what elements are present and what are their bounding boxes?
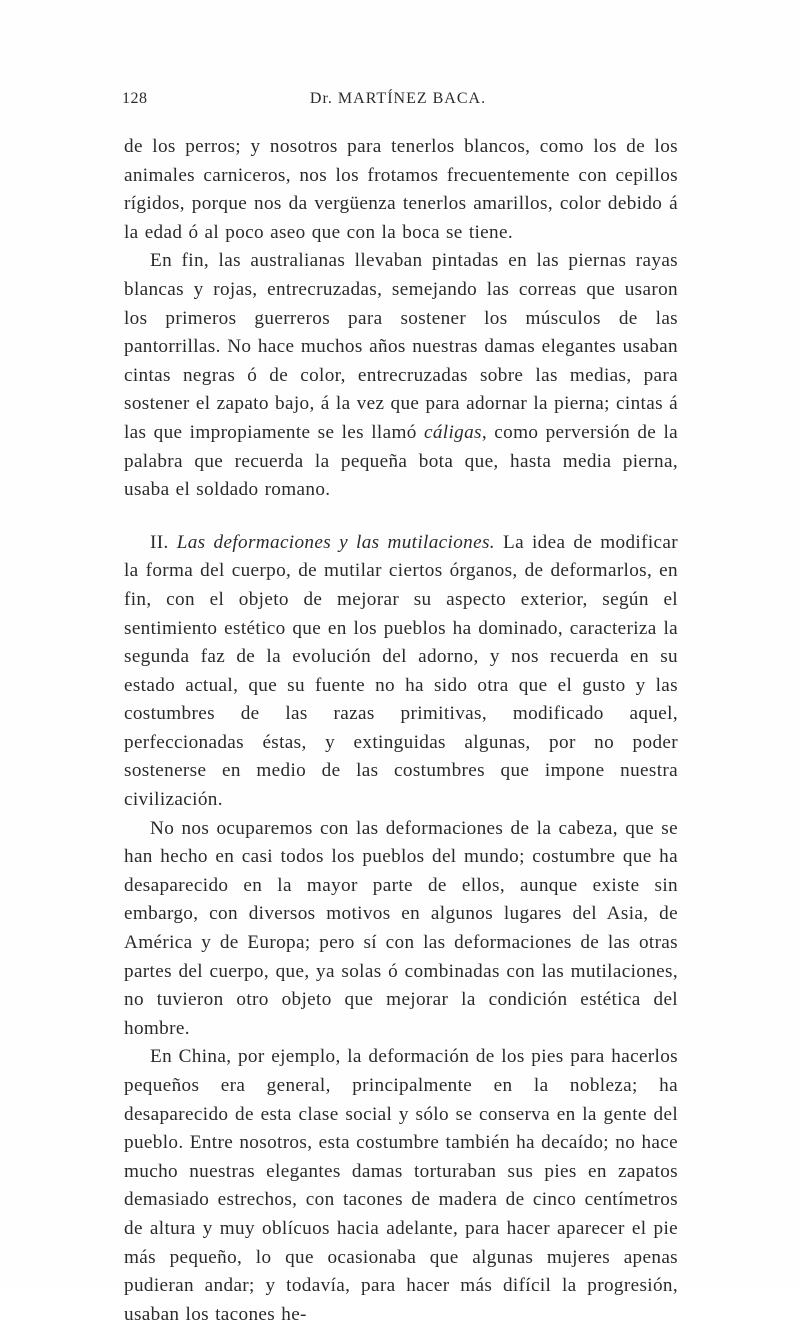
running-head [122,90,674,112]
section-text: La idea de modificar la forma del cuerpo, de mutilar ciertos órganos, de deformarlos, en fin, con el objeto de mejorar su aspecto exterior, según el sentimiento estético que en los pueblos ha dominado, caracteriza la segunda faz de la evolución del adorno, y nos recuerda en su estado actual, que su fuente no ha sido otra que el gusto y las costumbres de las razas primitivas, modificado aquel, perfeccionadas éstas, y extinguidas algunas, por no poder sostenerse en medio de las costumbres que impone nuestra civilización. [124,531,678,811]
page-number: 128 [122,90,148,107]
italic-term: cáligas [423,421,482,443]
body-text [124,133,678,1329]
paragraph-2-text: En fin, las australianas llevaban pintadas en las piernas rayas blancas y rojas, entrecruzadas, semejando las correas que usaron los primeros guerreros para sostener los músculos de las pantorrillas. No hace muchos años nuestras damas elegantes usaban cintas negras ó de color, entrecruzadas sobre las medias, para sostener el zapato bajo, á la vez que para adornar la pierna; cintas á las que impropiamente se les llamó [124,250,678,443]
paragraph-5: En China, por ejemplo, la deformación de los pies para hacerlos pequeños era general, principalmente en la nobleza; ha desaparecido de esta clase social y sólo se conserva en la gente del pueblo. Entre nosotros, esta costumbre también ha decaído; no hace mucho nuestras elegantes damas torturaban sus pies en zapatos demasiado estrechos, con tacones de madera de cinco centímetros de altura y muy oblícuos hacia adelante, para hacer aparecer el pie más pequeño, lo que ocasionaba que algunas mujeres apenas pudieran andar; y todavía, para hacer más difícil la progresión, usaban los tacones he- [124,1046,678,1325]
paragraph-2 [124,247,678,504]
running-title: Dr. MARTÍNEZ BACA. [309,90,487,107]
paragraph-1: de los perros; y nosotros para tenerlos blancos, como los de los animales carniceros, nos los frotamos frecuentemente con cepillos rígidos, porque nos da vergüenza tenerlos amarillos, color debido á la edad ó al poco aseo que con la boca se tiene. [124,136,678,243]
paragraph-4: No nos ocuparemos con las deformaciones de la cabeza, que se han hecho en casi todos los pueblos del mundo; costumbre que ha desaparecido en la mayor parte de ellos, aunque existe sin embargo, con diversos motivos en algunos lugares del Asia, de América y de Europa; pero sí con las deformaciones de las otras partes del cuerpo, que, ya solas ó combinadas con las mutilaciones, no tuvieron otro objeto que mejorar la condición estética del hombre. [124,817,678,1039]
paragraph-2-end: , como perversión de la palabra que recuerda la pequeña bota que, hasta media pierna, usaba el soldado romano. [124,421,678,501]
paragraph-section-ii [124,529,678,815]
section-numeral: II. [150,531,169,553]
section-title: Las deformaciones y las mutilaciones. [176,531,495,553]
